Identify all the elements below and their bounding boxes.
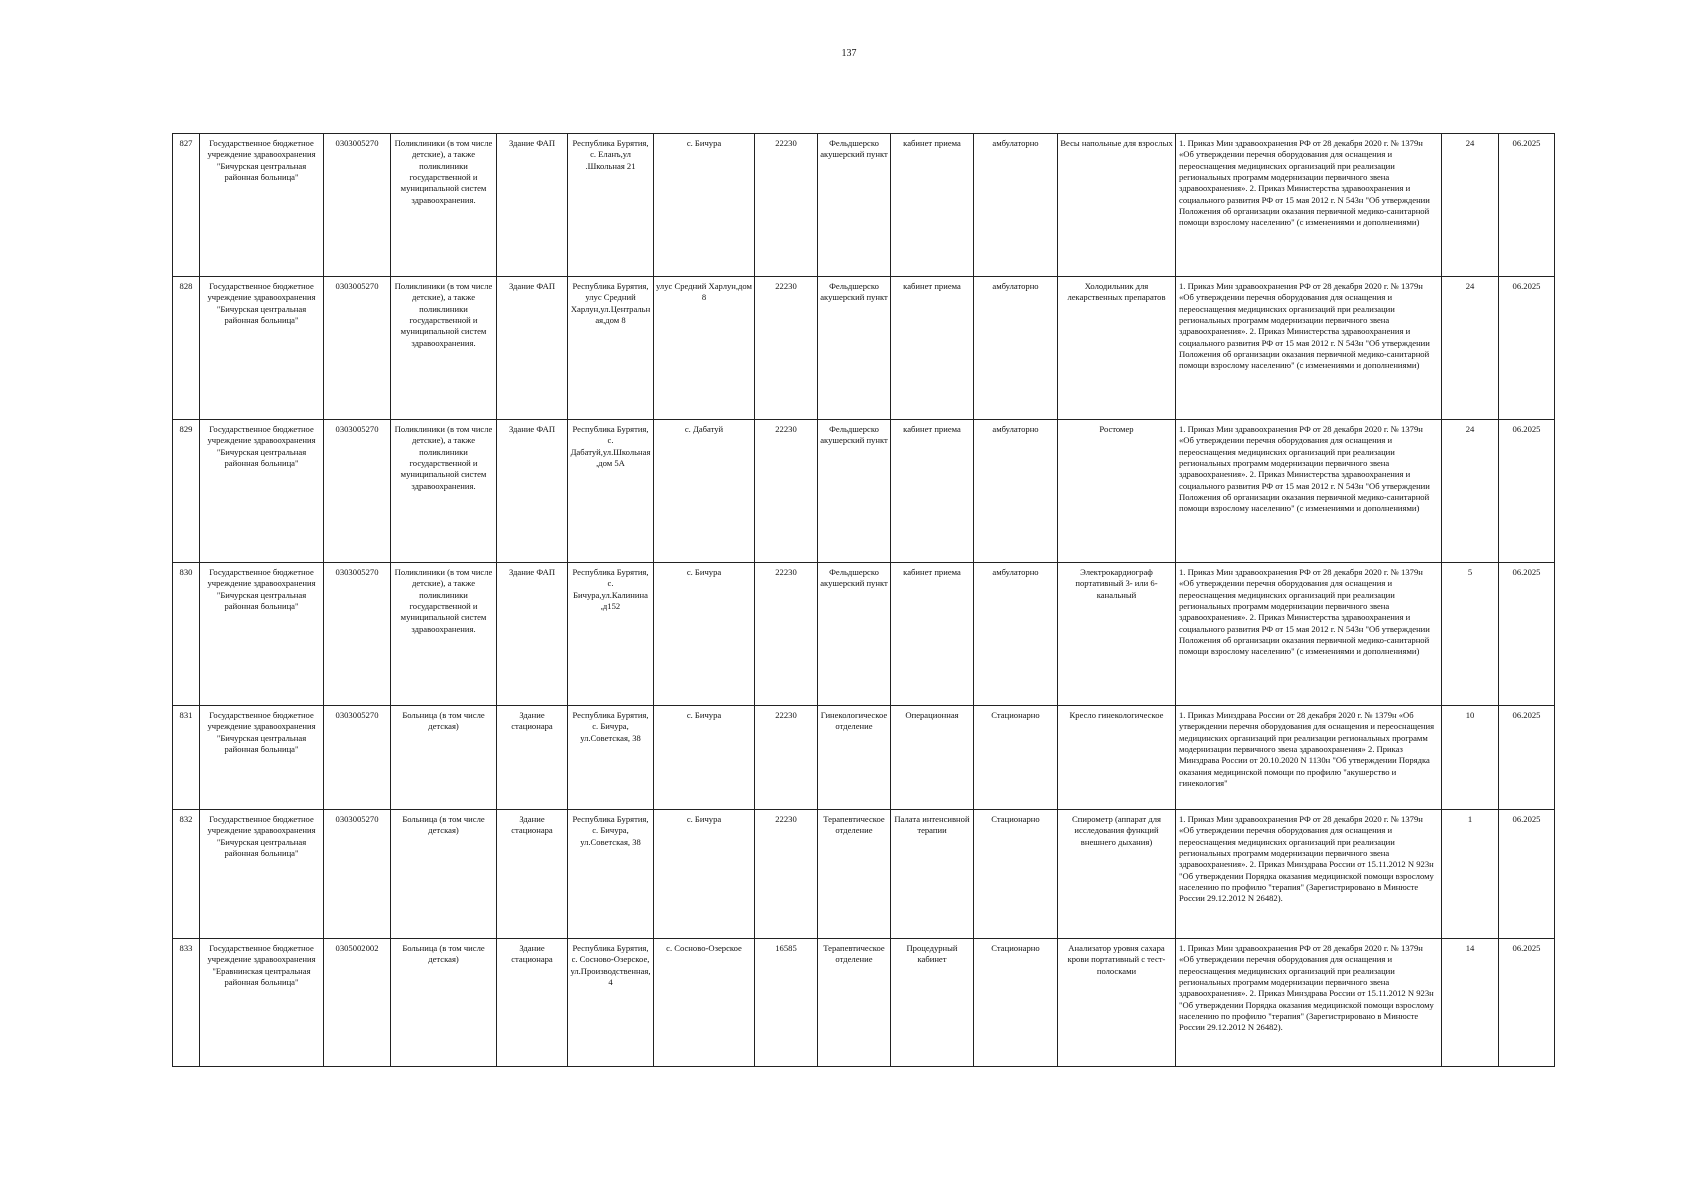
cell-care-mode: Стационарно bbox=[974, 706, 1058, 810]
cell-date: 06.2025 bbox=[1499, 810, 1555, 939]
cell-population: 22230 bbox=[755, 563, 818, 706]
cell-department: Фельдшерско акушерский пункт bbox=[818, 563, 891, 706]
cell-room: кабинет приема bbox=[891, 134, 974, 277]
cell-code: 0303005270 bbox=[324, 420, 391, 563]
cell-room: кабинет приема bbox=[891, 420, 974, 563]
cell-equipment: Электрокардиограф портативный 3- или 6-канальный bbox=[1058, 563, 1176, 706]
cell-room: Палата интенсивной терапии bbox=[891, 810, 974, 939]
cell-building: Здание стационара bbox=[497, 939, 568, 1067]
cell-room: кабинет приема bbox=[891, 277, 974, 420]
cell-code: 0303005270 bbox=[324, 810, 391, 939]
cell-population: 22230 bbox=[755, 420, 818, 563]
table-row bbox=[173, 420, 1555, 563]
cell-population: 22230 bbox=[755, 277, 818, 420]
cell-facility-type: Больница (в том числе детская) bbox=[391, 939, 497, 1067]
table-row bbox=[173, 939, 1555, 1067]
cell-address: Республика Бурятия, с. Бичура, ул.Советская, 38 bbox=[568, 810, 654, 939]
cell-legal-basis: 1. Приказ Мин здравоохранения РФ от 28 декабря 2020 г. № 1379н «Об утверждении перечня оборудования для оснащения и переоснащения медицинских организаций при реализации региональных программ модернизации первичного звена здравоохранения». 2. Приказ Министерства здравоохранения и социального развития РФ от 15 мая 2012 г. N 543н "Об утверждении Положения об организации оказания первичной медико-санитарной помощи взрослому населению" (с изменениями и дополнениями) bbox=[1176, 563, 1442, 706]
equipment-registry-table bbox=[172, 133, 1555, 1067]
cell-building: Здание ФАП bbox=[497, 420, 568, 563]
table-row bbox=[173, 810, 1555, 939]
cell-quantity: 24 bbox=[1442, 420, 1499, 563]
cell-locality: улус Средний Харлун,дом 8 bbox=[654, 277, 755, 420]
cell-facility-type: Поликлиники (в том числе детские), а также поликлиники государственной и муниципальной систем здравоохранения. bbox=[391, 134, 497, 277]
cell-room: Операционная bbox=[891, 706, 974, 810]
cell-equipment: Холодильник для лекарственных препаратов bbox=[1058, 277, 1176, 420]
cell-address: Республика Бурятия, с. Бичура,ул.Калинина ,д152 bbox=[568, 563, 654, 706]
cell-address: Республика Бурятия, с. Бичура, ул.Советская, 38 bbox=[568, 706, 654, 810]
cell-room: Процедурный кабинет bbox=[891, 939, 974, 1067]
cell-code: 0305002002 bbox=[324, 939, 391, 1067]
cell-department: Фельдшерско акушерский пункт bbox=[818, 420, 891, 563]
cell-quantity: 24 bbox=[1442, 277, 1499, 420]
cell-address: Республика Бурятия, улус Средний Харлун,ул.Центральная,дом 8 bbox=[568, 277, 654, 420]
cell-department: Фельдшерско акушерский пункт bbox=[818, 134, 891, 277]
cell-locality: с. Сосново-Озерское bbox=[654, 939, 755, 1067]
cell-building: Здание стационара bbox=[497, 706, 568, 810]
cell-equipment: Спирометр (аппарат для исследования функций внешнего дыхания) bbox=[1058, 810, 1176, 939]
cell-institution: Государственное бюджетное учреждение здравоохранения "Еравнинская центральная районная больница" bbox=[200, 939, 324, 1067]
page-number: 137 bbox=[841, 48, 857, 59]
table-row bbox=[173, 277, 1555, 420]
table-row bbox=[173, 706, 1555, 810]
cell-institution: Государственное бюджетное учреждение здравоохранения "Бичурская центральная районная больница" bbox=[200, 134, 324, 277]
cell-department: Фельдшерско акушерский пункт bbox=[818, 277, 891, 420]
cell-institution: Государственное бюджетное учреждение здравоохранения "Бичурская центральная районная больница" bbox=[200, 420, 324, 563]
cell-population: 16585 bbox=[755, 939, 818, 1067]
cell-code: 0303005270 bbox=[324, 563, 391, 706]
cell-locality: с. Бичура bbox=[654, 134, 755, 277]
cell-equipment: Анализатор уровня сахара крови портативный с тест-полосками bbox=[1058, 939, 1176, 1067]
cell-institution: Государственное бюджетное учреждение здравоохранения "Бичурская центральная районная больница" bbox=[200, 706, 324, 810]
cell-number: 828 bbox=[173, 277, 200, 420]
cell-facility-type: Поликлиники (в том числе детские), а также поликлиники государственной и муниципальной систем здравоохранения. bbox=[391, 277, 497, 420]
cell-locality: с. Бичура bbox=[654, 563, 755, 706]
cell-legal-basis: 1. Приказ Мин здравоохранения РФ от 28 декабря 2020 г. № 1379н «Об утверждении перечня оборудования для оснащения и переоснащения медицинских организаций при реализации региональных программ модернизации первичного звена здравоохранения». 2. Приказ Министерства здравоохранения и социального развития РФ от 15 мая 2012 г. N 543н "Об утверждении Положения об организации оказания первичной медико-санитарной помощи взрослому населению" (с изменениями и дополнениями) bbox=[1176, 277, 1442, 420]
cell-department: Гинекологическое отделение bbox=[818, 706, 891, 810]
cell-locality: с. Бичура bbox=[654, 810, 755, 939]
cell-code: 0303005270 bbox=[324, 134, 391, 277]
cell-quantity: 1 bbox=[1442, 810, 1499, 939]
cell-quantity: 10 bbox=[1442, 706, 1499, 810]
cell-legal-basis: 1. Приказ Мин здравоохранения РФ от 28 декабря 2020 г. № 1379н «Об утверждении перечня оборудования для оснащения и переоснащения медицинских организаций при реализации региональных программ модернизации первичного звена здравоохранения». 2. Приказ Минздрава России от 15.11.2012 N 923н "Об утверждении Порядка оказания медицинской помощи взрослому населению по профилю "терапия" (Зарегистрировано в Минюсте России 29.12.2012 N 26482). bbox=[1176, 939, 1442, 1067]
cell-date: 06.2025 bbox=[1499, 563, 1555, 706]
cell-facility-type: Поликлиники (в том числе детские), а также поликлиники государственной и муниципальной систем здравоохранения. bbox=[391, 420, 497, 563]
cell-number: 831 bbox=[173, 706, 200, 810]
cell-code: 0303005270 bbox=[324, 277, 391, 420]
cell-population: 22230 bbox=[755, 810, 818, 939]
cell-locality: с. Дабатуй bbox=[654, 420, 755, 563]
cell-date: 06.2025 bbox=[1499, 706, 1555, 810]
cell-number: 830 bbox=[173, 563, 200, 706]
cell-facility-type: Поликлиники (в том числе детские), а также поликлиники государственной и муниципальной систем здравоохранения. bbox=[391, 563, 497, 706]
cell-department: Терапевтическое отделение bbox=[818, 939, 891, 1067]
cell-care-mode: амбулаторно bbox=[974, 277, 1058, 420]
cell-number: 832 bbox=[173, 810, 200, 939]
cell-legal-basis: 1. Приказ Мин здравоохранения РФ от 28 декабря 2020 г. № 1379н «Об утверждении перечня оборудования для оснащения и переоснащения медицинских организаций при реализации региональных программ модернизации первичного звена здравоохранения». 2. Приказ Министерства здравоохранения и социального развития РФ от 15 мая 2012 г. N 543н "Об утверждении Положения об организации оказания первичной медико-санитарной помощи взрослому населению" (с изменениями и дополнениями) bbox=[1176, 134, 1442, 277]
cell-institution: Государственное бюджетное учреждение здравоохранения "Бичурская центральная районная больница" bbox=[200, 810, 324, 939]
cell-number: 833 bbox=[173, 939, 200, 1067]
cell-address: Республика Бурятия, с. Еланъ,ул .Школьная 21 bbox=[568, 134, 654, 277]
cell-date: 06.2025 bbox=[1499, 420, 1555, 563]
cell-legal-basis: 1. Приказ Мин здравоохранения РФ от 28 декабря 2020 г. № 1379н «Об утверждении перечня оборудования для оснащения и переоснащения медицинских организаций при реализации региональных программ модернизации первичного звена здравоохранения». 2. Приказ Министерства здравоохранения и социального развития РФ от 15 мая 2012 г. N 543н "Об утверждении Положения об организации оказания первичной медико-санитарной помощи взрослому населению" (с изменениями и дополнениями) bbox=[1176, 420, 1442, 563]
cell-institution: Государственное бюджетное учреждение здравоохранения "Бичурская центральная районная больница" bbox=[200, 563, 324, 706]
cell-locality: с. Бичура bbox=[654, 706, 755, 810]
cell-number: 827 bbox=[173, 134, 200, 277]
table-row bbox=[173, 563, 1555, 706]
cell-quantity: 14 bbox=[1442, 939, 1499, 1067]
cell-equipment: Кресло гинекологическое bbox=[1058, 706, 1176, 810]
cell-date: 06.2025 bbox=[1499, 939, 1555, 1067]
cell-care-mode: амбулаторно bbox=[974, 134, 1058, 277]
cell-room: кабинет приема bbox=[891, 563, 974, 706]
cell-building: Здание ФАП bbox=[497, 277, 568, 420]
table-row bbox=[173, 134, 1555, 277]
cell-care-mode: амбулаторно bbox=[974, 420, 1058, 563]
cell-care-mode: Стационарно bbox=[974, 939, 1058, 1067]
cell-address: Республика Бурятия, с. Дабатуй,ул.Школьная ,дом 5А bbox=[568, 420, 654, 563]
cell-number: 829 bbox=[173, 420, 200, 563]
cell-care-mode: Стационарно bbox=[974, 810, 1058, 939]
cell-equipment: Ростомер bbox=[1058, 420, 1176, 563]
cell-department: Терапевтическое отделение bbox=[818, 810, 891, 939]
cell-building: Здание стационара bbox=[497, 810, 568, 939]
cell-quantity: 5 bbox=[1442, 563, 1499, 706]
cell-date: 06.2025 bbox=[1499, 134, 1555, 277]
cell-population: 22230 bbox=[755, 706, 818, 810]
cell-code: 0303005270 bbox=[324, 706, 391, 810]
cell-equipment: Весы напольные для взрослых bbox=[1058, 134, 1176, 277]
cell-address: Республика Бурятия, с. Сосново-Озерское, ул.Производственная, 4 bbox=[568, 939, 654, 1067]
cell-facility-type: Больница (в том числе детская) bbox=[391, 706, 497, 810]
cell-facility-type: Больница (в том числе детская) bbox=[391, 810, 497, 939]
cell-building: Здание ФАП bbox=[497, 563, 568, 706]
cell-care-mode: амбулаторно bbox=[974, 563, 1058, 706]
cell-legal-basis: 1. Приказ Минздрава России от 28 декабря 2020 г. № 1379н «Об утверждении перечня оборудования для оснащения и переоснащения медицинских организаций при реализации региональных программ модернизации первичного звена здравоохранения» 2. Приказ Минздрава России от 20.10.2020 N 1130н "Об утверждении Порядка оказания медицинской помощи по профилю "акушерство и гинекология" bbox=[1176, 706, 1442, 810]
cell-institution: Государственное бюджетное учреждение здравоохранения "Бичурская центральная районная больница" bbox=[200, 277, 324, 420]
cell-date: 06.2025 bbox=[1499, 277, 1555, 420]
cell-quantity: 24 bbox=[1442, 134, 1499, 277]
cell-building: Здание ФАП bbox=[497, 134, 568, 277]
cell-population: 22230 bbox=[755, 134, 818, 277]
cell-legal-basis: 1. Приказ Мин здравоохранения РФ от 28 декабря 2020 г. № 1379н «Об утверждении перечня оборудования для оснащения и переоснащения медицинских организаций при реализации региональных программ модернизации первичного звена здравоохранения». 2. Приказ Минздрава России от 15.11.2012 N 923н "Об утверждении Порядка оказания медицинской помощи взрослому населению по профилю "терапия" (Зарегистрировано в Минюсте России 29.12.2012 N 26482). bbox=[1176, 810, 1442, 939]
